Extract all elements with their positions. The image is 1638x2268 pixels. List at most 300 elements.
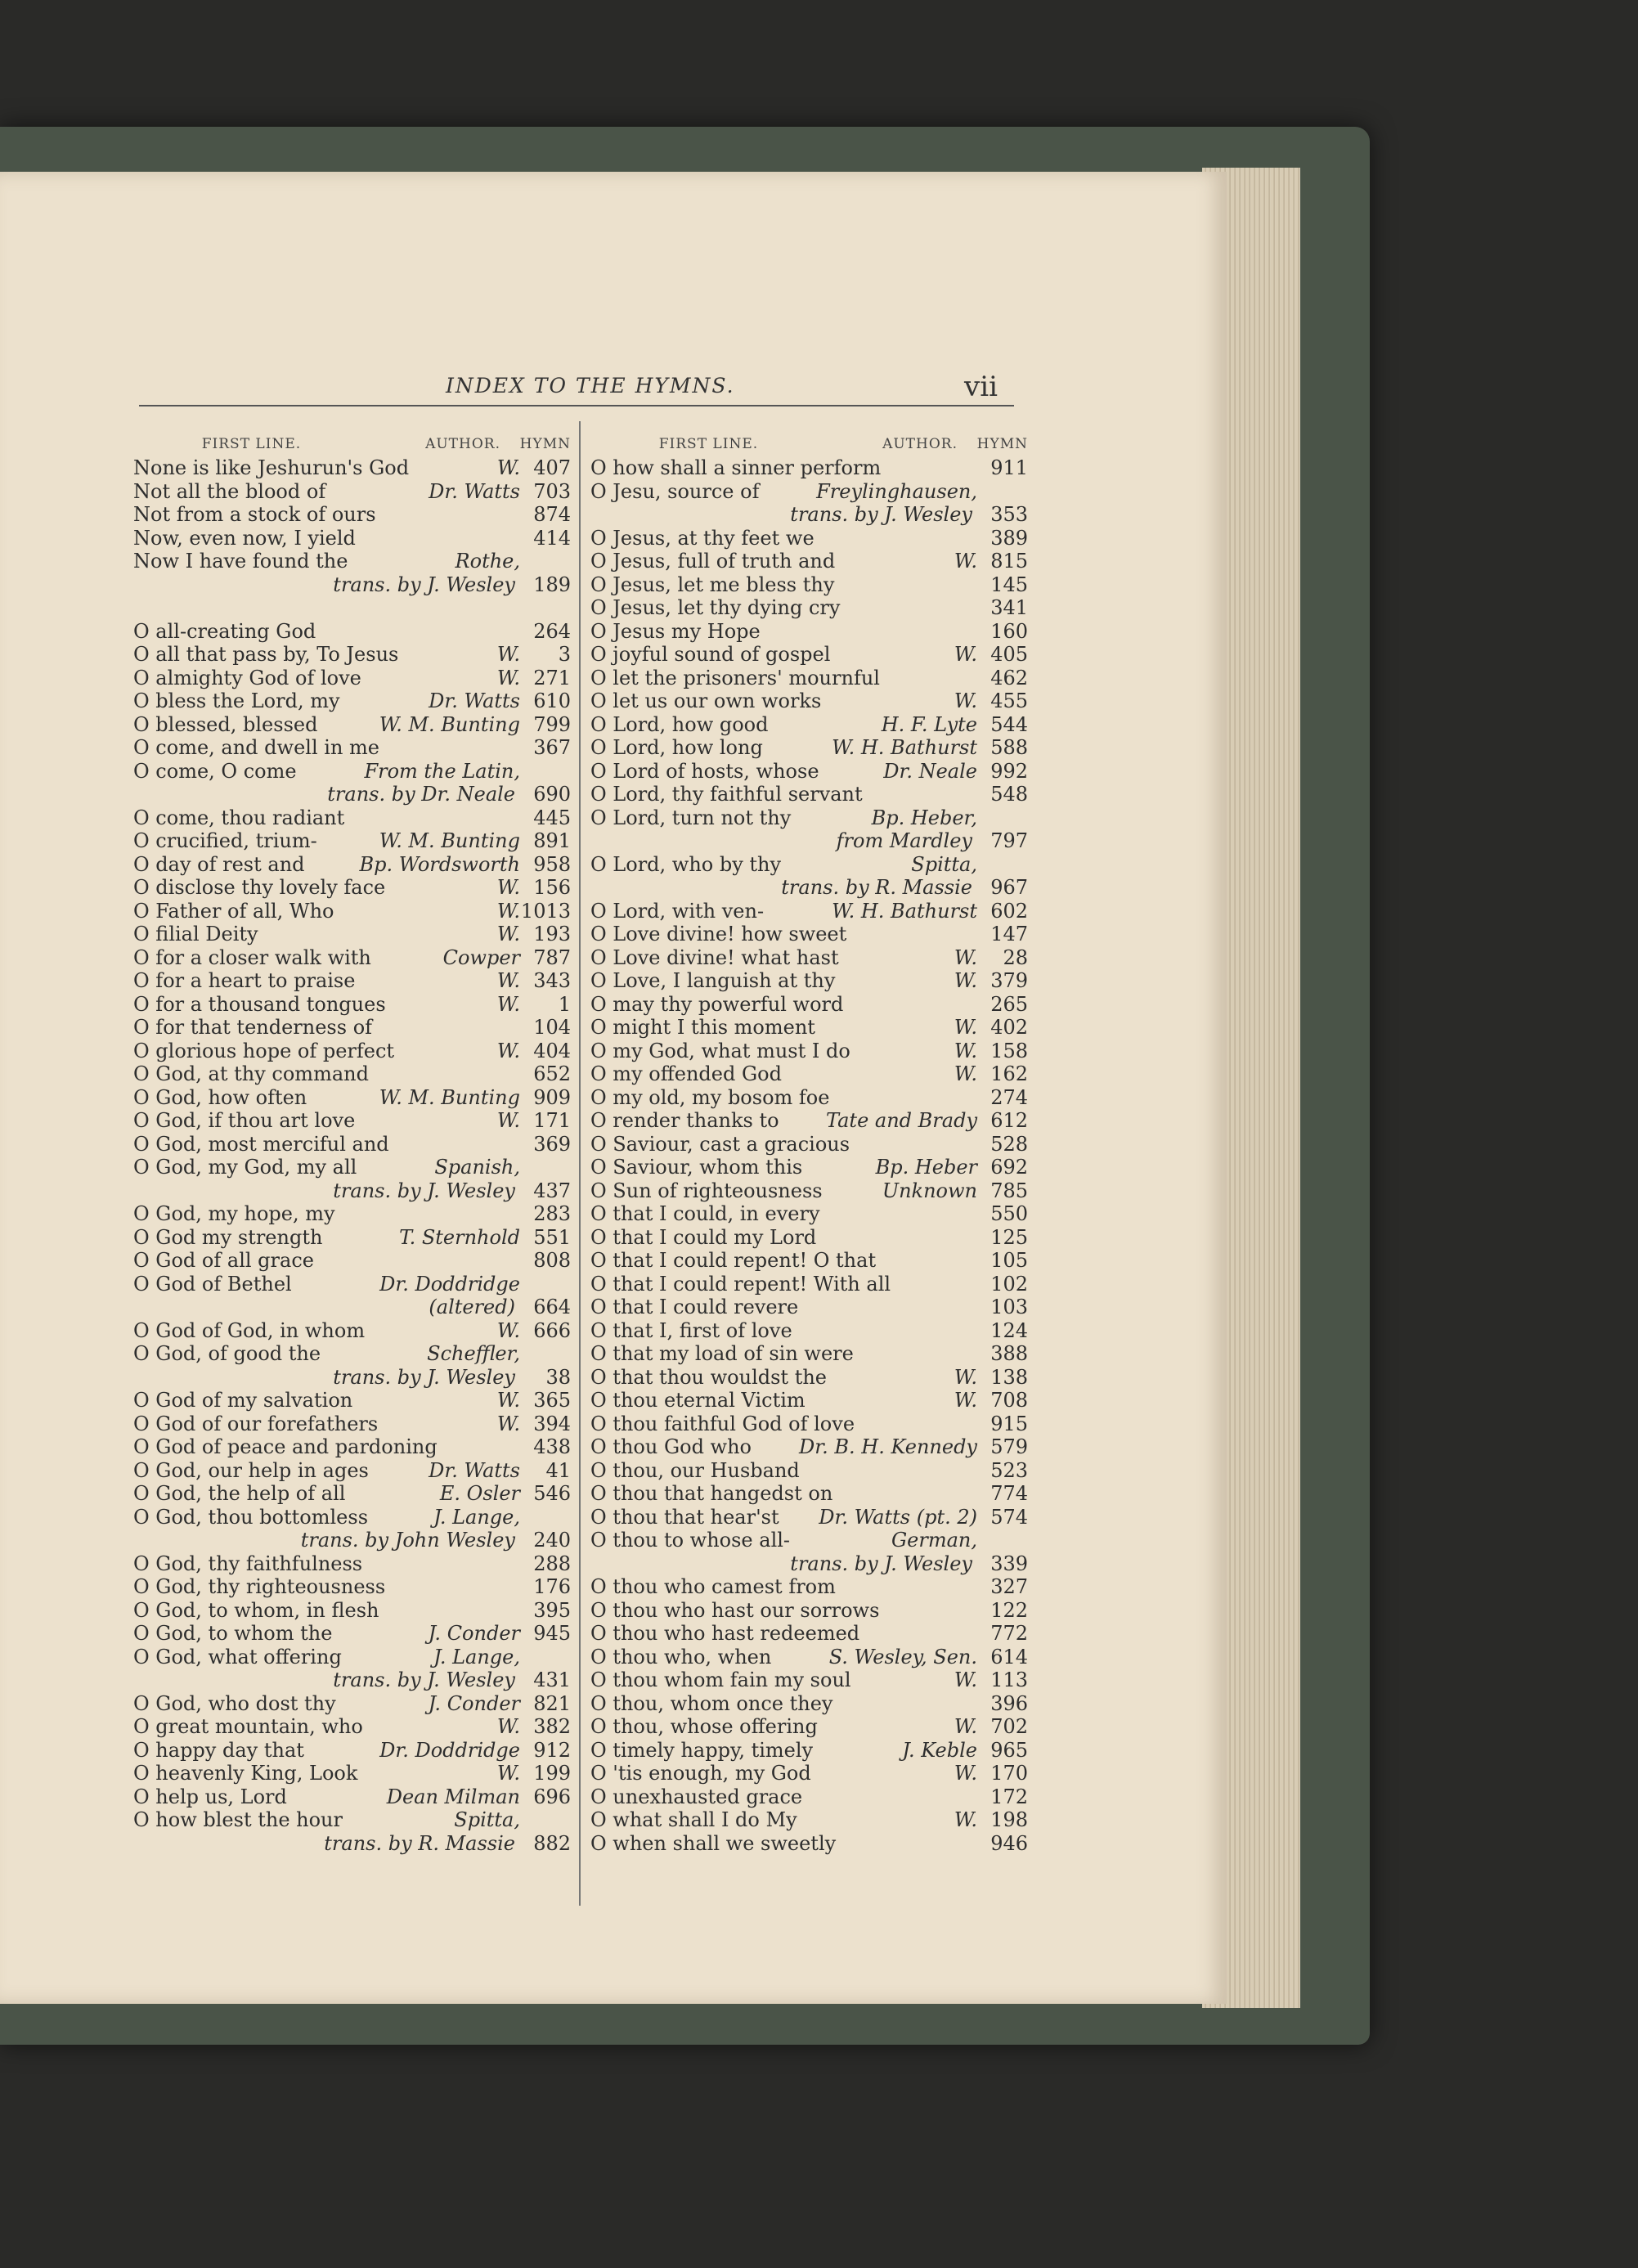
hymn-number: 614 bbox=[990, 1645, 1028, 1668]
hymn-number: 588 bbox=[990, 736, 1028, 759]
first-line: O Lord, how long bbox=[590, 736, 763, 759]
first-line: O glorious hope of perfect bbox=[133, 1039, 395, 1062]
author: Spitta, bbox=[911, 852, 977, 876]
author: Dr. B. H. Kennedy bbox=[799, 1435, 977, 1458]
first-line: O filial Deity bbox=[133, 923, 258, 945]
hymn-number: 915 bbox=[990, 1412, 1028, 1435]
index-entry bbox=[133, 1109, 571, 1133]
hymn-number: 189 bbox=[533, 573, 571, 596]
author: W. bbox=[954, 1715, 977, 1738]
first-line: O Father of all, Who bbox=[133, 899, 334, 923]
author: W. bbox=[954, 1808, 977, 1831]
hymn-number: 945 bbox=[533, 1622, 571, 1645]
index-entry bbox=[133, 1273, 571, 1296]
author: W. bbox=[496, 876, 520, 899]
translation-row bbox=[133, 1529, 571, 1552]
author: J. Lange, bbox=[433, 1645, 520, 1668]
first-line: O God, most merciful and bbox=[133, 1132, 389, 1156]
first-line: O God, how often bbox=[133, 1085, 307, 1109]
first-line: O Jesus, at thy feet we bbox=[590, 526, 815, 550]
first-line: O come, thou radiant bbox=[133, 806, 345, 829]
translation-row bbox=[133, 573, 571, 597]
header-hymn: HYMN bbox=[519, 436, 571, 452]
index-entry bbox=[590, 1785, 1028, 1809]
header-author: AUTHOR. bbox=[882, 436, 958, 452]
hymn-number: 102 bbox=[990, 1272, 1028, 1296]
hymn-number: 283 bbox=[533, 1202, 571, 1225]
index-entry bbox=[133, 643, 571, 667]
hymn-number: 125 bbox=[990, 1225, 1028, 1249]
index-entry bbox=[133, 1062, 571, 1086]
first-line: O Lord, with ven- bbox=[590, 899, 765, 923]
author: Dr. Watts (pt. 2) bbox=[819, 1505, 977, 1529]
translation-credit: trans. by J. Wesley bbox=[333, 1365, 515, 1389]
hymn-number: 808 bbox=[533, 1249, 571, 1272]
hymn-number: 176 bbox=[533, 1575, 571, 1598]
hymn-number: 1013 bbox=[520, 899, 571, 923]
author: Dr. Watts bbox=[429, 1458, 520, 1482]
index-entry bbox=[133, 876, 571, 900]
index-entry bbox=[133, 1319, 571, 1343]
author: W. bbox=[496, 666, 520, 689]
index-entry bbox=[133, 1389, 571, 1412]
index-entry bbox=[133, 689, 571, 713]
hymn-number: 104 bbox=[533, 1016, 571, 1039]
hymn-number: 103 bbox=[990, 1296, 1028, 1318]
index-entry bbox=[590, 1040, 1028, 1063]
first-line: O that I could repent! O that bbox=[590, 1249, 877, 1272]
author: H. F. Lyte bbox=[881, 712, 977, 736]
hymn-number: 696 bbox=[533, 1785, 571, 1808]
author: W. M. Bunting bbox=[379, 1085, 520, 1109]
translation-credit: from Mardley bbox=[836, 829, 972, 852]
author: Bp. Wordsworth bbox=[359, 852, 520, 876]
author: Dr. Watts bbox=[429, 689, 520, 712]
hymn-number: 122 bbox=[990, 1598, 1028, 1622]
index-entry bbox=[133, 1226, 571, 1250]
column-divider bbox=[579, 421, 581, 1906]
first-line: O great mountain, who bbox=[133, 1715, 363, 1738]
author: W. bbox=[954, 1039, 977, 1062]
first-line: O thou that hear'st bbox=[590, 1505, 779, 1529]
first-line: O that thou wouldst the bbox=[590, 1365, 828, 1389]
index-entry bbox=[133, 1808, 571, 1832]
index-entry bbox=[590, 853, 1028, 877]
first-line: O unexhausted grace bbox=[590, 1785, 803, 1808]
first-line: O God, the help of all bbox=[133, 1482, 346, 1505]
first-line: O thou whom fain my soul bbox=[590, 1668, 851, 1691]
author: W. bbox=[954, 1389, 977, 1412]
translation-row bbox=[133, 783, 571, 806]
hymn-number: 271 bbox=[533, 666, 571, 689]
running-head-title: INDEX TO THE HYMNS. bbox=[446, 374, 735, 397]
hymn-number: 388 bbox=[990, 1342, 1028, 1365]
index-entry bbox=[590, 1249, 1028, 1273]
author: W. bbox=[496, 1109, 520, 1132]
first-line: O that I could, in every bbox=[590, 1202, 820, 1225]
right-column bbox=[590, 432, 1028, 1855]
author: W. bbox=[954, 643, 977, 666]
author: Dr. Neale bbox=[883, 759, 977, 783]
translation-credit: trans. by J. Wesley bbox=[333, 573, 515, 596]
index-entry bbox=[590, 1715, 1028, 1739]
hymn-number: 958 bbox=[533, 852, 571, 876]
index-entry bbox=[133, 1202, 571, 1226]
first-line: O God, at thy command bbox=[133, 1062, 369, 1085]
hymn-number: 544 bbox=[990, 712, 1028, 736]
first-line: O come, and dwell in me bbox=[133, 736, 379, 759]
index-entry bbox=[133, 713, 571, 737]
hymn-number: 612 bbox=[990, 1109, 1028, 1132]
author: W. M. Bunting bbox=[379, 829, 520, 852]
author: W. bbox=[496, 1412, 520, 1435]
index-entry bbox=[133, 1133, 571, 1156]
translation-credit: trans. by Dr. Neale bbox=[327, 783, 515, 806]
hymn-number: 882 bbox=[533, 1831, 571, 1855]
hymn-number: 3 bbox=[558, 643, 571, 666]
hymn-number: 445 bbox=[533, 806, 571, 829]
first-line: None is like Jeshurun's God bbox=[133, 456, 410, 479]
hymn-number: 353 bbox=[990, 503, 1028, 526]
first-line: O God of my salvation bbox=[133, 1389, 353, 1412]
first-line: O happy day that bbox=[133, 1738, 304, 1762]
hymn-number: 431 bbox=[533, 1668, 571, 1691]
hymn-number: 528 bbox=[990, 1132, 1028, 1156]
author: W. bbox=[954, 969, 977, 992]
index-entry bbox=[590, 1319, 1028, 1343]
hymn-number: 113 bbox=[990, 1668, 1028, 1691]
index-entry bbox=[133, 1156, 571, 1179]
author: Bp. Heber bbox=[875, 1156, 977, 1179]
author: Cowper bbox=[442, 945, 520, 969]
first-line: O God, thy righteousness bbox=[133, 1575, 386, 1598]
hymn-number: 664 bbox=[533, 1296, 571, 1318]
index-entry bbox=[590, 643, 1028, 667]
first-line: O God, what offering bbox=[133, 1645, 342, 1668]
first-line: O God, of good the bbox=[133, 1342, 321, 1365]
header-first-line: FIRST LINE. bbox=[658, 436, 759, 452]
index-entry bbox=[133, 1016, 571, 1040]
author: W. bbox=[954, 1762, 977, 1785]
first-line: O that I could revere bbox=[590, 1296, 799, 1318]
index-entry bbox=[133, 969, 571, 993]
index-entry bbox=[133, 527, 571, 550]
hymn-number: 396 bbox=[990, 1691, 1028, 1715]
translation-row bbox=[133, 1179, 571, 1203]
hymn-number: 438 bbox=[533, 1435, 571, 1458]
first-line: O bless the Lord, my bbox=[133, 689, 340, 712]
first-line: O that I, first of love bbox=[590, 1318, 792, 1342]
index-entry bbox=[590, 1646, 1028, 1669]
index-entry bbox=[590, 1226, 1028, 1250]
index-entry bbox=[133, 1412, 571, 1436]
hymn-number: 891 bbox=[533, 829, 571, 852]
first-line: O Saviour, cast a gracious bbox=[590, 1132, 850, 1156]
index-entry bbox=[133, 1086, 571, 1110]
author: Tate and Brady bbox=[825, 1109, 977, 1132]
index-entry bbox=[133, 1342, 571, 1366]
first-line: O God, my hope, my bbox=[133, 1202, 335, 1225]
author: Dr. Doddridge bbox=[379, 1272, 520, 1296]
first-line: Not all the blood of bbox=[133, 479, 326, 503]
index-entry bbox=[590, 550, 1028, 573]
left-column bbox=[133, 432, 571, 1855]
hymn-number: 198 bbox=[990, 1808, 1028, 1831]
author: W. bbox=[496, 1318, 520, 1342]
first-line: O almighty God of love bbox=[133, 666, 361, 689]
first-line: O thou, our Husband bbox=[590, 1458, 800, 1482]
left-entries bbox=[133, 456, 571, 1855]
hymn-number: 579 bbox=[990, 1435, 1028, 1458]
index-entry bbox=[133, 1646, 571, 1669]
hymn-number: 965 bbox=[990, 1738, 1028, 1762]
index-entry bbox=[133, 993, 571, 1017]
author: T. Sternhold bbox=[399, 1225, 520, 1249]
first-line: O my old, my bosom foe bbox=[590, 1085, 830, 1109]
first-line: O thou, whom once they bbox=[590, 1691, 833, 1715]
author: J. Conder bbox=[428, 1622, 520, 1645]
first-line: O Jesus my Hope bbox=[590, 619, 761, 643]
index-entry bbox=[133, 503, 571, 527]
hymn-number: 367 bbox=[533, 736, 571, 759]
running-head bbox=[139, 372, 1014, 406]
hymn-number: 523 bbox=[990, 1458, 1028, 1482]
translation-row bbox=[133, 1832, 571, 1856]
index-entry bbox=[133, 620, 571, 644]
hymn-number: 702 bbox=[990, 1715, 1028, 1738]
first-line: O thou who hast our sorrows bbox=[590, 1598, 880, 1622]
index-entry bbox=[590, 1412, 1028, 1436]
index-entry bbox=[590, 1156, 1028, 1179]
hymn-number: 394 bbox=[533, 1412, 571, 1435]
first-line: O for a closer walk with bbox=[133, 945, 371, 969]
author: Rothe, bbox=[455, 550, 520, 573]
hymn-number: 124 bbox=[990, 1318, 1028, 1342]
hymn-number: 992 bbox=[990, 759, 1028, 783]
first-line: O that my load of sin were bbox=[590, 1342, 854, 1365]
first-line: O Jesus, full of truth and bbox=[590, 550, 836, 573]
hymn-number: 546 bbox=[533, 1482, 571, 1505]
translation-row bbox=[133, 1296, 571, 1319]
first-line: O thou, whose offering bbox=[590, 1715, 818, 1738]
first-line: O come, O come bbox=[133, 759, 297, 783]
hymn-number: 405 bbox=[990, 643, 1028, 666]
index-entry bbox=[133, 1249, 571, 1273]
index-entry bbox=[590, 689, 1028, 713]
hymn-number: 171 bbox=[533, 1109, 571, 1132]
hymn-number: 339 bbox=[990, 1552, 1028, 1575]
first-line: Now I have found the bbox=[133, 550, 348, 573]
first-line: Not from a stock of ours bbox=[133, 503, 376, 526]
first-line: O thou God who bbox=[590, 1435, 752, 1458]
index-entry bbox=[590, 923, 1028, 946]
index-entry bbox=[133, 806, 571, 830]
first-line: O Love divine! what hast bbox=[590, 945, 839, 969]
index-entry bbox=[133, 1599, 571, 1623]
first-line: O thou that hangedst on bbox=[590, 1482, 833, 1505]
hymn-number: 382 bbox=[533, 1715, 571, 1738]
translation-credit: trans. by J. Wesley bbox=[790, 1552, 972, 1575]
index-entry bbox=[590, 1668, 1028, 1692]
index-entry bbox=[590, 1016, 1028, 1040]
index-entry bbox=[133, 550, 571, 573]
first-line: O for a heart to praise bbox=[133, 969, 356, 992]
index-entry bbox=[590, 1482, 1028, 1506]
index-entry bbox=[590, 573, 1028, 597]
hymn-number: 574 bbox=[990, 1505, 1028, 1529]
index-entry bbox=[590, 1109, 1028, 1133]
first-line: O Jesus, let me bless thy bbox=[590, 573, 835, 596]
author: W. bbox=[496, 643, 520, 666]
first-line: O God of God, in whom bbox=[133, 1318, 366, 1342]
first-line: O thou who camest from bbox=[590, 1575, 836, 1598]
author: Spanish, bbox=[434, 1156, 520, 1179]
translation-credit: trans. by John Wesley bbox=[300, 1529, 515, 1552]
translation-row bbox=[133, 1668, 571, 1692]
translation-credit: trans. by R. Massie bbox=[324, 1831, 515, 1855]
first-line: O what shall I do My bbox=[590, 1808, 797, 1831]
translation-credit: trans. by J. Wesley bbox=[333, 1668, 515, 1691]
index-entry bbox=[590, 1599, 1028, 1623]
translation-credit: trans. by R. Massie bbox=[781, 876, 972, 899]
author: W. bbox=[954, 1062, 977, 1085]
index-entry bbox=[590, 1366, 1028, 1390]
hymn-number: 240 bbox=[533, 1529, 571, 1552]
first-line: O for that tenderness of bbox=[133, 1016, 373, 1039]
author: W. bbox=[496, 969, 520, 992]
index-entry bbox=[133, 456, 571, 480]
index-entry bbox=[590, 456, 1028, 480]
spacer-row bbox=[133, 596, 571, 620]
first-line: O God, thy faithfulness bbox=[133, 1552, 363, 1575]
author: J. Keble bbox=[902, 1738, 977, 1762]
index-entry bbox=[133, 946, 571, 970]
hymn-number: 946 bbox=[990, 1831, 1028, 1855]
index-entry bbox=[590, 900, 1028, 923]
hymn-number: 402 bbox=[990, 1016, 1028, 1039]
index-entry bbox=[133, 1506, 571, 1529]
hymn-number: 365 bbox=[533, 1389, 571, 1412]
index-entry bbox=[133, 1482, 571, 1506]
hymn-number: 193 bbox=[533, 923, 571, 945]
author: S. Wesley, Sen. bbox=[828, 1645, 977, 1668]
author: Bp. Heber, bbox=[871, 806, 977, 829]
hymn-number: 274 bbox=[990, 1085, 1028, 1109]
right-column-header bbox=[590, 432, 1028, 456]
hymn-number: 158 bbox=[990, 1039, 1028, 1062]
first-line: O crucified, trium- bbox=[133, 829, 317, 852]
hymn-number: 147 bbox=[990, 923, 1028, 945]
index-entry bbox=[590, 1832, 1028, 1856]
first-line: O God of peace and pardoning bbox=[133, 1435, 438, 1458]
first-line: O that I could my Lord bbox=[590, 1225, 817, 1249]
hymn-number: 343 bbox=[533, 969, 571, 992]
hymn-number: 708 bbox=[990, 1389, 1028, 1412]
index-entry bbox=[133, 1715, 571, 1739]
author: W. M. Bunting bbox=[379, 712, 520, 736]
first-line: O God of our forefathers bbox=[133, 1412, 379, 1435]
index-entry bbox=[590, 1179, 1028, 1203]
author: W. bbox=[496, 992, 520, 1016]
hymn-number: 437 bbox=[533, 1179, 571, 1202]
hymn-number: 550 bbox=[990, 1202, 1028, 1225]
author: W. bbox=[496, 456, 520, 479]
index-entry bbox=[133, 900, 571, 923]
hymn-number: 264 bbox=[533, 619, 571, 643]
index-entry bbox=[590, 1739, 1028, 1763]
hymn-number: 288 bbox=[533, 1552, 571, 1575]
author: W. H. Bathurst bbox=[832, 899, 977, 923]
author: W. bbox=[496, 899, 520, 923]
author: W. H. Bathurst bbox=[832, 736, 977, 759]
index-entry bbox=[590, 783, 1028, 806]
first-line: O Lord of hosts, whose bbox=[590, 759, 819, 783]
first-line: O Love divine! how sweet bbox=[590, 923, 847, 945]
index-entry bbox=[590, 713, 1028, 737]
first-line: O thou who hast redeemed bbox=[590, 1622, 860, 1645]
translation-row bbox=[133, 1366, 571, 1390]
index-entry bbox=[590, 527, 1028, 550]
author: From the Latin, bbox=[364, 759, 520, 783]
author: W. bbox=[496, 1389, 520, 1412]
author: W. bbox=[496, 1715, 520, 1738]
translation-row bbox=[590, 829, 1028, 853]
index-entry bbox=[133, 1739, 571, 1763]
hymn-number: 703 bbox=[533, 479, 571, 503]
first-line: O God of Bethel bbox=[133, 1272, 292, 1296]
hymn-number: 652 bbox=[533, 1062, 571, 1085]
index-entry bbox=[590, 596, 1028, 620]
first-line: O Jesu, source of bbox=[590, 479, 760, 503]
right-entries bbox=[590, 456, 1028, 1855]
hymn-number: 774 bbox=[990, 1482, 1028, 1505]
first-line: O all-creating God bbox=[133, 619, 316, 643]
translation-row bbox=[590, 876, 1028, 900]
hymn-number: 797 bbox=[990, 829, 1028, 852]
index-entry bbox=[133, 1692, 571, 1716]
first-line: O may thy powerful word bbox=[590, 992, 844, 1016]
index-entry bbox=[590, 1506, 1028, 1529]
first-line: O all that pass by, To Jesus bbox=[133, 643, 399, 666]
hymn-number: 692 bbox=[990, 1156, 1028, 1179]
index-entry bbox=[590, 667, 1028, 690]
first-line: O render thanks to bbox=[590, 1109, 779, 1132]
first-line: O let the prisoners' mournful bbox=[590, 666, 880, 689]
hymn-number: 911 bbox=[990, 456, 1028, 479]
hymn-number: 462 bbox=[990, 666, 1028, 689]
hymn-number: 105 bbox=[990, 1249, 1028, 1272]
first-line: O blessed, blessed bbox=[133, 712, 318, 736]
hymn-number: 821 bbox=[533, 1691, 571, 1715]
hymn-number: 145 bbox=[990, 573, 1028, 596]
first-line: O day of rest and bbox=[133, 852, 305, 876]
index-entry bbox=[590, 1062, 1028, 1086]
first-line: O Lord, turn not thy bbox=[590, 806, 792, 829]
first-line: O help us, Lord bbox=[133, 1785, 287, 1808]
first-line: O God, to whom the bbox=[133, 1622, 333, 1645]
first-line: O God of all grace bbox=[133, 1249, 314, 1272]
index-entry bbox=[590, 1692, 1028, 1716]
index-entry bbox=[133, 1040, 571, 1063]
first-line: O let us our own works bbox=[590, 689, 822, 712]
index-entry bbox=[590, 1296, 1028, 1319]
author: W. bbox=[496, 1039, 520, 1062]
first-line: O Saviour, whom this bbox=[590, 1156, 803, 1179]
hymn-number: 162 bbox=[990, 1062, 1028, 1085]
index-entry bbox=[590, 480, 1028, 504]
index-entry bbox=[133, 736, 571, 760]
hymn-number: 772 bbox=[990, 1622, 1028, 1645]
